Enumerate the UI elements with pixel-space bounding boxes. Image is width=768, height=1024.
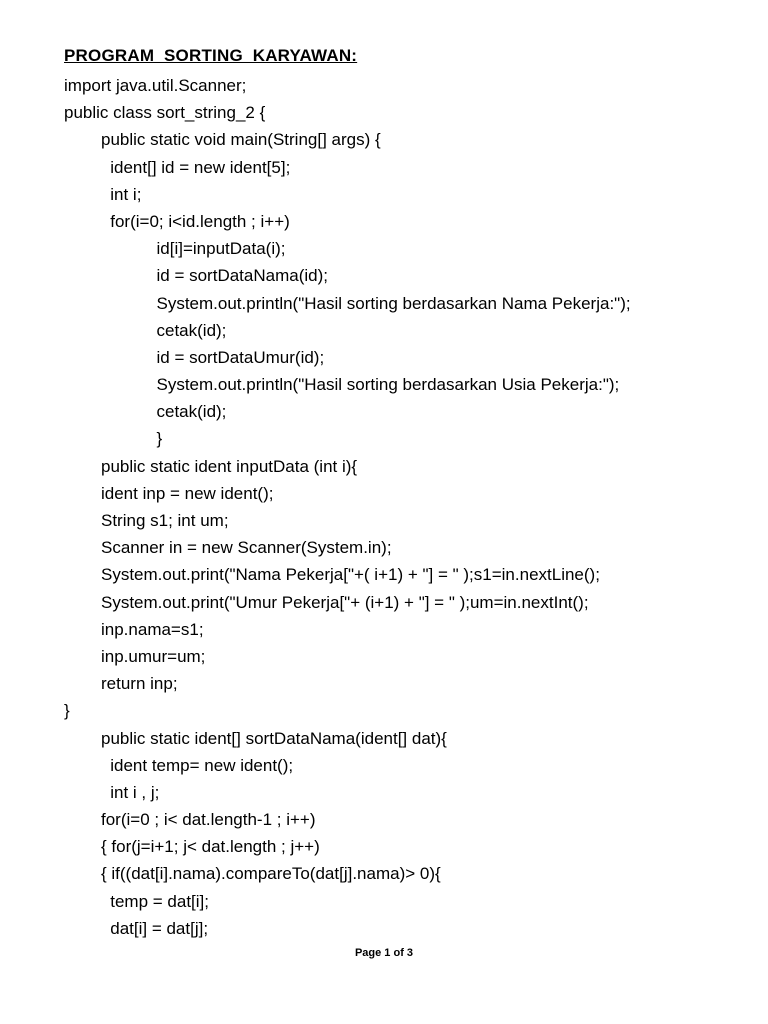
code-line: for(i=0; i<id.length ; i++) [110,211,290,231]
code-line: cetak(id); [156,320,227,340]
code-line: inp.umur=um; [101,646,206,666]
code-line: Scanner in = new Scanner(System.in); [101,538,392,558]
code-line: int i , j; [110,782,160,802]
code-line: public static void main(String[] args) { [101,130,381,150]
code-line: ident inp = new ident(); [101,483,274,503]
code-line: for(i=0 ; i< dat.length-1 ; i++) [101,810,316,830]
code-line: public class sort_string_2 { [64,103,266,123]
page-footer: Page 1 of 3 [354,947,414,959]
code-line: } [64,701,70,721]
code-line: id[i]=inputData(i); [156,239,286,259]
code-line: System.out.println("Hasil sorting berdasarkan Nama Pekerja:"); [156,293,631,313]
code-line: temp = dat[i]; [110,891,209,911]
code-line: int i; [110,184,142,204]
code-line: { if((dat[i].nama).compareTo(dat[j].nama)> 0){ [101,864,441,884]
code-line: cetak(id); [156,402,227,422]
code-line: System.out.print("Umur Pekerja["+ (i+1) + "] = " );um=in.nextInt(); [101,592,589,612]
code-line: System.out.println("Hasil sorting berdasarkan Usia Pekerja:"); [156,375,620,395]
code-line: id = sortDataNama(id); [156,266,328,286]
code-line: } [156,429,163,449]
code-line: System.out.print("Nama Pekerja["+( i+1) + "] = " );s1=in.nextLine(); [101,565,600,585]
code-line: ident[] id = new ident[5]; [110,157,291,177]
code-line: dat[i] = dat[j]; [110,918,209,938]
code-line: return inp; [101,674,178,694]
document-heading: PROGRAM SORTING KARYAWAN: [64,46,358,65]
code-line: import java.util.Scanner; [64,76,247,95]
code-line: id = sortDataUmur(id); [156,347,325,367]
code-line: public static ident[] sortDataNama(ident[] dat){ [101,728,447,748]
code-line: inp.nama=s1; [101,619,204,639]
code-line: public static ident inputData (int i){ [101,456,358,476]
code-block [64,72,631,942]
code-line: String s1; int um; [101,511,229,530]
code-line: ident temp= new ident(); [110,755,294,775]
code-line: { for(j=i+1; j< dat.length ; j++) [101,837,320,857]
